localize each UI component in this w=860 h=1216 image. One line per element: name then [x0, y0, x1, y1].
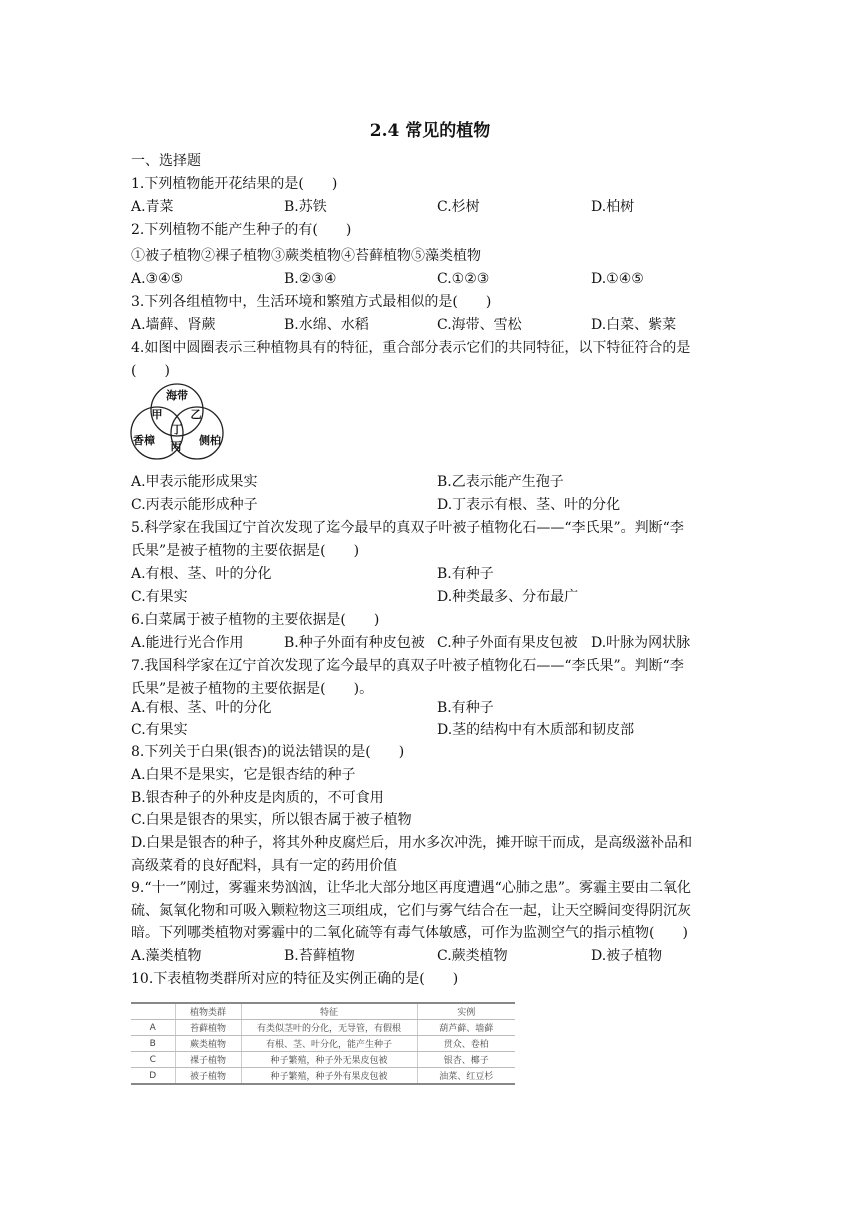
table-cell: 银杏、椰子	[417, 1052, 515, 1068]
question-7-stem: 7.我国科学家在辽宁首次发现了迄今最早的真双子叶被子植物化石——“李氏果”。判断“李	[131, 658, 684, 674]
question-3-stem: 3.下列各组植物中，生活环境和繁殖方式最相似的是( )	[131, 294, 492, 310]
q9-option-c: C.蕨类植物	[437, 948, 508, 964]
question-9-line-3: 暗。下列哪类植物对雾霾中的二氧化硫等有毒气体敏感，可作为监测空气的指示植物( )	[131, 925, 688, 941]
q1-option-d: D.柏树	[591, 199, 635, 215]
table-cell: 种子繁殖，种子外有果皮包被	[241, 1068, 417, 1085]
q1-option-a: A.青菜	[131, 199, 174, 215]
q1-option-c: C.杉树	[437, 199, 480, 215]
q6-option-d: D.叶脉为网状脉	[591, 635, 691, 651]
q3-option-b: B.水绵、水稻	[284, 317, 369, 333]
q7-option-c: C.有果实	[131, 722, 188, 738]
q9-option-d: D.被子植物	[591, 948, 663, 964]
q2-list: ①被子植物②裸子植物③蕨类植物④苔藓植物⑤藻类植物	[131, 248, 481, 264]
question-2-stem: 2.下列植物不能产生种子的有( )	[131, 222, 352, 238]
table-header-cell: 实例	[417, 1003, 515, 1020]
table-cell: B	[131, 1036, 175, 1052]
q7-option-a: A.有根、茎、叶的分化	[131, 700, 272, 716]
q3-option-c: C.海带、雪松	[437, 317, 522, 333]
q2-option-c: C.①②③	[437, 271, 490, 287]
venn-label-left: 香樟	[133, 434, 155, 447]
q8-option-b: B.银杏种子的外种皮是肉质的，不可食用	[131, 790, 384, 806]
table-row	[131, 1068, 515, 1085]
q2-option-d: D.①④⑤	[591, 271, 644, 287]
question-4-stem: 4.如图中圆圈表示三种植物具有的特征，重合部分表示它们的共同特征，以下特征符合的是	[131, 340, 691, 356]
q2-option-b: B.②③④	[284, 271, 337, 287]
table-cell: C	[131, 1052, 175, 1068]
venn-label-right: 侧柏	[199, 434, 221, 447]
table-cell: 有类似茎叶的分化，无导管，有假根	[241, 1020, 417, 1036]
q6-option-c: C.种子外面有果皮包被	[437, 635, 578, 651]
table-cell: 贯众、卷柏	[417, 1036, 515, 1052]
q5-option-d: D.种类最多、分布最广	[437, 589, 579, 605]
q4-option-b: B.乙表示能产生孢子	[437, 474, 564, 490]
question-9-line-2: 硫、氮氧化物和可吸入颗粒物这三项组成，它们与雾气结合在一起，让天空瞬间变得阴沉灰	[131, 903, 691, 919]
q8-option-c: C.白果是银杏的果实，所以银杏属于被子植物	[131, 812, 412, 828]
q6-option-a: A.能进行光合作用	[131, 635, 244, 651]
venn-diagram	[129, 381, 225, 461]
question-4-stem-cont: ( )	[131, 363, 170, 379]
q4-option-d: D.丁表示有根、茎、叶的分化	[437, 497, 621, 513]
q4-option-c: C.丙表示能形成种子	[131, 497, 258, 513]
q5-option-c: C.有果实	[131, 589, 188, 605]
table-row	[131, 1052, 515, 1068]
q8-option-d-cont: 高级菜肴的良好配料，具有一定的药用价值	[131, 858, 397, 874]
q4-option-a: A.甲表示能形成果实	[131, 474, 258, 490]
q6-option-b: B.种子外面有种皮包被	[284, 635, 425, 651]
question-5-stem-cont: 氏果”是被子植物的主要依据是( )	[131, 543, 360, 559]
table-cell: 有根、茎、叶分化，能产生种子	[241, 1036, 417, 1052]
table-cell: D	[131, 1068, 175, 1085]
q8-option-d: D.白果是银杏的种子，将其外种皮腐烂后，用水多次冲洗，摊开晾干而成，是高级滋补品和	[131, 835, 693, 851]
table-header-row	[131, 1003, 515, 1020]
q9-option-a: A.藻类植物	[131, 948, 202, 964]
table-cell: 苔藓植物	[175, 1020, 241, 1036]
question-6-stem: 6.白菜属于被子植物的主要依据是( )	[131, 612, 380, 628]
table-header-cell: 植物类群	[175, 1003, 241, 1020]
table-cell: A	[131, 1020, 175, 1036]
q2-option-a: A.③④⑤	[131, 271, 184, 287]
q5-option-b: B.有种子	[437, 566, 494, 582]
venn-region-bing: 丙	[170, 440, 182, 453]
question-1-stem: 1.下列植物能开花结果的是( )	[131, 176, 338, 192]
question-7-stem-cont: 氏果”是被子植物的主要依据是( )。	[131, 681, 374, 697]
table-cell: 被子植物	[175, 1068, 241, 1085]
venn-region-ding: 丁	[171, 423, 183, 436]
table-header-cell: 特征	[241, 1003, 417, 1020]
table-row	[131, 1020, 515, 1036]
question-9-line-1: 9.“十一”刚过，雾霾来势汹汹，让华北大部分地区再度遭遇“心肺之患”。雾霾主要由二氧化	[131, 880, 691, 896]
venn-region-jia: 甲	[151, 408, 163, 421]
table-header-cell	[131, 1003, 175, 1020]
q3-option-d: D.白菜、紫菜	[591, 317, 677, 333]
q5-option-a: A.有根、茎、叶的分化	[131, 566, 272, 582]
table-cell: 油菜、红豆杉	[417, 1068, 515, 1085]
plant-groups-table	[131, 1002, 515, 1085]
q7-option-d: D.茎的结构中有木质部和韧皮部	[437, 722, 635, 738]
section-heading: 一、选择题	[131, 153, 201, 169]
table-cell: 葫芦藓、墙藓	[417, 1020, 515, 1036]
q3-option-a: A.墙藓、肾蕨	[131, 317, 216, 333]
table-cell: 种子繁殖，种子外无果皮包被	[241, 1052, 417, 1068]
q1-option-b: B.苏铁	[284, 199, 327, 215]
table-cell: 蕨类植物	[175, 1036, 241, 1052]
table-cell: 裸子植物	[175, 1052, 241, 1068]
page-title: 2.4 常见的植物	[369, 121, 491, 141]
question-5-stem: 5.科学家在我国辽宁首次发现了迄今最早的真双子叶被子植物化石——“李氏果”。判断“李	[131, 520, 684, 536]
q8-option-a: A.白果不是果实，它是银杏结的种子	[131, 767, 356, 783]
venn-region-yi: 乙	[190, 408, 202, 421]
question-8-stem: 8.下列关于白果(银杏)的说法错误的是( )	[131, 744, 405, 760]
question-10-stem: 10.下表植物类群所对应的特征及实例正确的是( )	[131, 971, 459, 987]
q7-option-b: B.有种子	[437, 700, 494, 716]
venn-label-top: 海带	[166, 389, 188, 402]
table-row	[131, 1036, 515, 1052]
q9-option-b: B.苔藓植物	[284, 948, 355, 964]
